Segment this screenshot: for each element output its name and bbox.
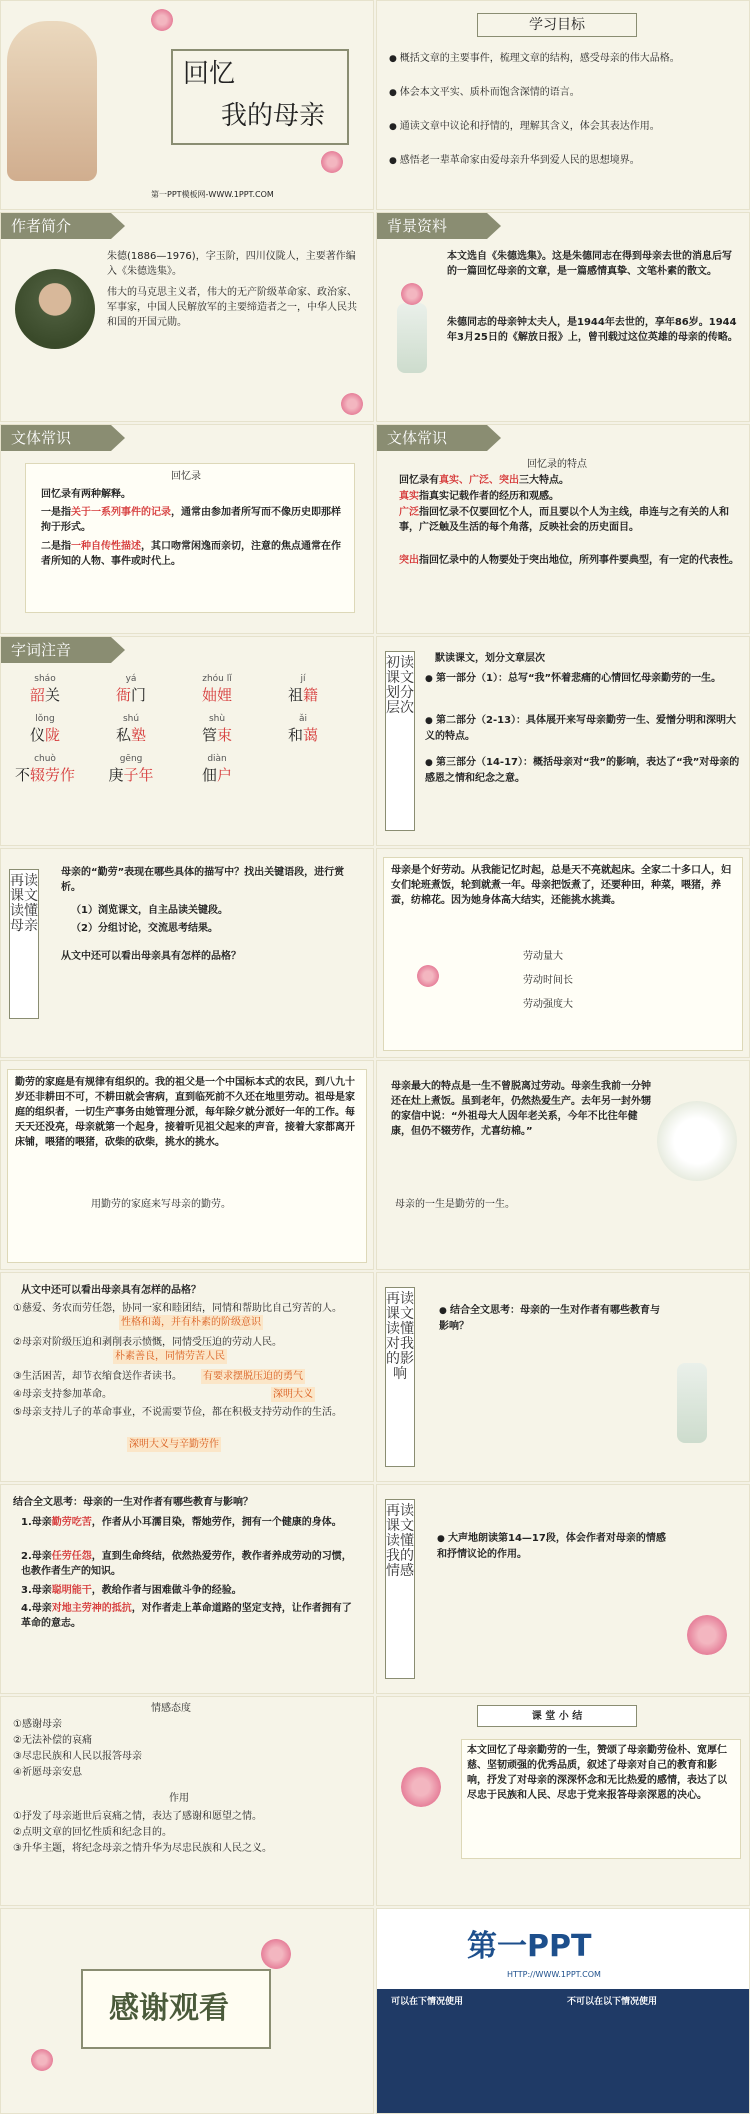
vertical-title: 再读课文 读懂我的情感	[385, 1499, 415, 1679]
influence-2: 2.母亲任劳任怨，直到生命终结，依然热爱劳作，教作者养成劳动的习惯，也教作者生产的知识。	[21, 1551, 352, 1577]
slide-author	[0, 212, 374, 422]
pinyin-char: 不	[15, 766, 31, 784]
flower-decor	[687, 1615, 727, 1655]
author-p1: 朱德(1886—1976)，字玉阶，四川仪陇人，主要著作编入《朱德选集》。	[107, 251, 356, 277]
features-l1: 回忆录有真实、广泛、突出三大特点。	[399, 475, 569, 486]
flower-decor	[151, 9, 173, 31]
pinyin-char: 私	[115, 726, 131, 744]
pinyin-chars	[101, 725, 161, 745]
section-header: 文体常识	[377, 425, 487, 451]
attitude-4: ④祈愿母亲安息	[13, 1767, 82, 1778]
pinyin-char: 妯娌	[201, 686, 232, 704]
slide-title	[0, 0, 374, 210]
emotion-question: ● 大声地朗读第14—17段，体会作者对母亲的情感和抒情议论的作用。	[437, 1531, 667, 1562]
pinyin-char: 仪	[29, 726, 45, 744]
pinyin-word	[101, 753, 161, 785]
character-item-3: ③生活困苦，却节衣缩食送作者读书。	[13, 1371, 182, 1382]
slide-influence-a	[0, 1484, 374, 1694]
structure-part-1: ● 第一部分（1）：总写“我”怀着悲痛的心情回忆母亲勤劳的一生。	[425, 671, 741, 687]
influence-1: 1.母亲勤劳吃苦，作者从小耳濡目染，帮她劳作，拥有一个健康的身体。	[21, 1517, 342, 1528]
slide-diligence-3	[376, 1060, 750, 1270]
pinyin-char: 庚	[108, 766, 124, 784]
attitude-2: ②无法补偿的哀痛	[13, 1735, 92, 1746]
note-1: 劳动量大	[523, 951, 563, 962]
pinyin-reading: gēng	[119, 754, 143, 764]
pinyin-word	[101, 673, 161, 705]
thanks-title: 感谢观看	[109, 1991, 229, 2026]
flower-decor	[401, 283, 423, 305]
character-tag-5: 深明大义与辛勤劳作	[129, 1439, 219, 1450]
pinyin-char: 陇	[45, 726, 61, 744]
vase-illustration	[677, 1363, 707, 1443]
flower-decor	[341, 393, 363, 415]
attitude-1: ①感谢母亲	[13, 1719, 62, 1730]
pinyin-word	[187, 713, 247, 745]
pinyin-word	[15, 713, 75, 745]
pinyin-char: 佃	[202, 766, 218, 784]
family-text: 勤劳的家庭是有规律有组织的。我的祖父是一个中国标本式的农民，到八九十岁还非耕田不可，不耕田就会害病，直到临死前不久还在地里劳动。祖母是家庭的组织者，一切生产事务由她管理分派，每年除夕就分派好一年的工作。每天天还没亮，母亲就第一个起身，接着听见祖父起来的声音，接着大家都离开床铺，喂猪的喂猪，砍柴的砍柴，挑水的挑水。	[15, 1077, 355, 1148]
pinyin-word	[273, 713, 333, 745]
section-header: 背景资料	[377, 213, 487, 239]
flower-decor	[401, 1767, 441, 1807]
pinyin-reading: chuò	[34, 754, 56, 764]
slide-influence-q	[376, 1272, 750, 1482]
character-tag-2: 朴素善良，同情劳苦人民	[115, 1351, 225, 1362]
pinyin-char: 辍劳作	[30, 766, 76, 784]
pinyin-char: 塾	[131, 726, 147, 744]
pinyin-char: 户	[217, 766, 233, 784]
features-title: 回忆录的特点	[527, 459, 587, 470]
genre-p2: 二是指一种自传性描述，其口吻常闲逸而亲切，注意的焦点通常在作者所知的人物、事件或时代上。	[41, 541, 341, 567]
reread-step-2: （2）分组讨论，交流思考结果。	[71, 923, 218, 934]
objective-item: ● 通读文章中议论和抒情的，理解其含义，体会其表达作用。	[389, 119, 739, 135]
reread-q2: 从文中还可以看出母亲具有怎样的品格？	[61, 951, 241, 962]
mother-trait-note: 母亲的一生是勤劳的一生。	[395, 1199, 515, 1210]
genre-p0: 回忆录有两种解释。	[41, 489, 131, 500]
influence-lead: 结合全文思考：母亲的一生对作者有哪些教育与影响？	[13, 1497, 253, 1508]
pinyin-word	[101, 713, 161, 745]
pinyin-char: 管	[201, 726, 217, 744]
pinyin-reading: zhóu lǐ	[202, 674, 232, 684]
character-tag-3: 有要求摆脱压迫的勇气	[203, 1371, 303, 1382]
pinyin-chars	[15, 765, 75, 785]
function-3: ③升华主题，将纪念母亲之情升华为尽忠民族和人民之义。	[13, 1843, 272, 1854]
pinyin-chars	[273, 725, 333, 745]
pinyin-grid	[15, 673, 365, 793]
genre-title: 回忆录	[171, 471, 201, 482]
character-item-5: ⑤母亲支持儿子的革命事业，不说需要节俭，都在积极支持劳动作的生活。	[13, 1407, 342, 1418]
author-p2: 伟大的马克思主义者，伟大的无产阶级革命家、政治家、军事家，中国人民解放军的主要缔造者之一，中华人民共和国的开国元勋。	[107, 287, 357, 328]
flower-decor	[321, 151, 343, 173]
pinyin-word	[15, 753, 75, 785]
slide-diligence-1	[376, 848, 750, 1058]
influence-3: 3.母亲聪明能干，教给作者与困难做斗争的经验。	[21, 1585, 242, 1596]
slide-reread-1	[0, 848, 374, 1058]
vertical-title: 初读课文 划分层次	[385, 651, 415, 831]
pinyin-reading: shù	[208, 714, 226, 724]
pinyin-reading: lǒng	[35, 714, 55, 724]
summary-title: 课 堂 小 结	[531, 1711, 583, 1722]
slide-character	[0, 1272, 374, 1482]
pinyin-row	[15, 713, 365, 745]
structure-part-2: ● 第二部分（2-13）：具体展开来写母亲勤劳一生、爱憎分明和深明大义的特点。	[425, 713, 741, 744]
background-p2: 朱德同志的母亲钟太夫人，是1944年去世的，享年86岁。1944年3月25日的《解放日报》上，曾刊载过这位英雄的母亲的传略。	[447, 317, 738, 343]
pinyin-reading: sháo	[34, 674, 56, 684]
note-3: 劳动强度大	[523, 999, 573, 1010]
slide-emotion-a	[0, 1696, 374, 1906]
structure-part-3: ● 第三部分（14-17）：概括母亲对“我”的影响，表达了“我”对母亲的感恩之情和纪念之意。	[425, 755, 741, 786]
family-note: 用勤劳的家庭来写母亲的勤劳。	[91, 1199, 231, 1210]
pinyin-chars	[101, 765, 161, 785]
pinyin-char: 祖	[287, 686, 303, 704]
pinyin-chars	[273, 685, 333, 705]
pinyin-char: 韶	[29, 686, 45, 704]
character-item-1: ①慈爱、务农而劳任怨，协同一家和睦团结，同情和帮助比自己穷苦的人。	[13, 1303, 342, 1314]
pinyin-char: 籍	[303, 686, 319, 704]
slide-pinyin	[0, 636, 374, 846]
genre-p1: 一是指关于一系列事件的记录，通常由参加者所写而不像历史即那样拘于形式。	[41, 507, 341, 533]
slide-thanks	[0, 1908, 374, 2114]
pinyin-chars	[187, 685, 247, 705]
pinyin-word	[187, 753, 247, 785]
pinyin-row	[15, 753, 365, 785]
pinyin-word	[187, 673, 247, 705]
pinyin-char: 门	[131, 686, 147, 704]
objective-item: ● 体会本文平实、质朴而饱含深情的语言。	[389, 85, 739, 101]
features-l4: 突出指回忆录中的人物要处于突出地位，所列事件要典型，有一定的代表性。	[399, 555, 739, 566]
flower-decor	[31, 2049, 53, 2071]
flower-decor	[417, 965, 439, 987]
function-2: ②点明文章的回忆性质和纪念目的。	[13, 1827, 172, 1838]
character-tag-4: 深明大义	[273, 1389, 313, 1400]
structure-lead: 默读课文，划分文章层次	[435, 653, 545, 664]
brand-logo: 第一PPT	[467, 1929, 592, 1964]
diligence-text: 母亲是个好劳动。从我能记忆时起，总是天不亮就起床。全家二十多口人，妇女们轮班煮饭，轮到就煮一年。母亲把饭煮了，还要种田，种菜，喂猪，养蚕，纺棉花。因为她身体高大结实，还能挑水挑粪。	[391, 865, 731, 906]
character-question: 从文中还可以看出母亲具有怎样的品格？	[21, 1285, 201, 1296]
mother-illustration	[7, 21, 97, 181]
pinyin-row	[15, 673, 365, 705]
pinyin-chars	[15, 725, 75, 745]
pinyin-word	[273, 673, 333, 705]
pinyin-word	[15, 673, 75, 705]
pinyin-reading: ǎi	[298, 714, 307, 724]
slide-structure	[376, 636, 750, 846]
slide-genre-2	[376, 424, 750, 634]
influence-question: ● 结合全文思考：母亲的一生对作者有哪些教育与影响？	[439, 1303, 669, 1334]
slide-emotion-q	[376, 1484, 750, 1694]
title-line-1: 回忆	[183, 59, 236, 89]
genre-box	[25, 463, 355, 613]
forbidden-title: 不可以在以下情况使用	[567, 1997, 658, 2007]
note-2: 劳动时间长	[523, 975, 573, 986]
influence-4: 4.母亲对地主劳神的抵抗，对作者走上革命道路的坚定支持，让作者拥有了革命的意志。	[21, 1603, 352, 1629]
pinyin-reading: jí	[300, 674, 306, 684]
section-header: 文体常识	[1, 425, 111, 451]
character-item-2: ②母亲对阶级压迫和剥削表示愤慨，同情受压迫的劳动人民。	[13, 1337, 282, 1348]
section-header: 作者简介	[1, 213, 111, 239]
objective-item: ● 感悟老一辈革命家由爱母亲升华到爱人民的思想境界。	[389, 153, 739, 169]
author-portrait	[15, 269, 95, 349]
allowed-title: 可以在下情况使用	[391, 1997, 464, 2007]
vertical-title: 再读课文 读懂母亲	[9, 869, 39, 1019]
reread-q1: 母亲的“勤劳”表现在哪些具体的描写中？找出关键语段，进行赏析。	[61, 867, 345, 893]
flower-plate	[657, 1101, 737, 1181]
character-tag-1: 性格和蔼，并有朴素的阶级意识	[121, 1317, 261, 1328]
pinyin-char: 蔼	[303, 726, 319, 744]
pinyin-char: 子年	[123, 766, 154, 784]
pinyin-char: 关	[45, 686, 61, 704]
brand-url: HTTP://WWW.1PPT.COM	[507, 1970, 601, 1979]
vase-illustration	[397, 303, 427, 373]
pinyin-reading: shú	[122, 714, 140, 724]
pinyin-char: 束	[217, 726, 233, 744]
slide-objectives	[376, 0, 750, 210]
section-header: 字词注音	[1, 637, 111, 663]
pinyin-chars	[101, 685, 161, 705]
vertical-title: 再读课文 读懂对我的影响	[385, 1287, 415, 1467]
function-1: ①抒发了母亲逝世后哀痛之情，表达了感谢和愿望之情。	[13, 1811, 262, 1822]
function-title: 作用	[169, 1793, 189, 1804]
objective-item: ● 概括文章的主要事件，梳理文章的结构，感受母亲的伟大品格。	[389, 51, 739, 67]
objectives-header: 学习目标	[477, 13, 637, 37]
features-l2: 真实指真实记载作者的经历和观感。	[399, 491, 559, 502]
reread-step-1: （1）浏览课文，自主品读关键段。	[71, 905, 228, 916]
character-item-4: ④母亲支持参加革命。	[13, 1389, 112, 1400]
background-p1: 本文选自《朱德选集》。这是朱德同志在得到母亲去世的消息后写的一篇回忆母亲的文章，是一篇感情真挚、文笔朴素的散文。	[447, 251, 732, 277]
slide-diligence-2	[0, 1060, 374, 1270]
slide-brand	[376, 1908, 750, 2114]
attitude-3: ③尽忠民族和人民以报答母亲	[13, 1751, 142, 1762]
attitude-title: 情感态度	[151, 1703, 191, 1714]
pinyin-reading: yá	[125, 674, 137, 684]
pinyin-chars	[15, 685, 75, 705]
site-label: 第一PPT模板网-WWW.1PPT.COM	[151, 190, 274, 199]
features-l3: 广泛指回忆录不仅要回忆个人，而且要以个人为主线，串连与之有关的人和事，广泛触及生活的每个角落，反映社会的历史面目。	[399, 507, 729, 533]
flower-decor	[261, 1939, 291, 1969]
slide-genre-1	[0, 424, 374, 634]
slide-background	[376, 212, 750, 422]
pinyin-chars	[187, 725, 247, 745]
pinyin-chars	[187, 765, 247, 785]
slide-summary	[376, 1696, 750, 1906]
pinyin-char: 和	[287, 726, 303, 744]
pinyin-char: 衙	[115, 686, 131, 704]
title-line-2: 我的母亲	[221, 101, 326, 131]
summary-text: 本文回忆了母亲勤劳的一生，赞颂了母亲勤劳俭朴、宽厚仁慈、坚韧顽强的优秀品质，叙述了母亲对自己的教育和影响，抒发了对母亲的深深怀念和无比热爱的感情，表达了以尽忠于民族和人民、尽忠于党来报答母亲深恩的决心。	[467, 1745, 727, 1801]
pinyin-reading: diàn	[207, 754, 227, 764]
mother-trait-text: 母亲最大的特点是一生不曾脱离过劳动。母亲生我前一分钟还在灶上煮饭。虽到老年，仍然热爱生产。去年另一封外甥的家信中说：“外祖母大人因年老关系，今年不比往年健康，但仍不辍劳作，尤喜纺棉。”	[391, 1081, 651, 1137]
